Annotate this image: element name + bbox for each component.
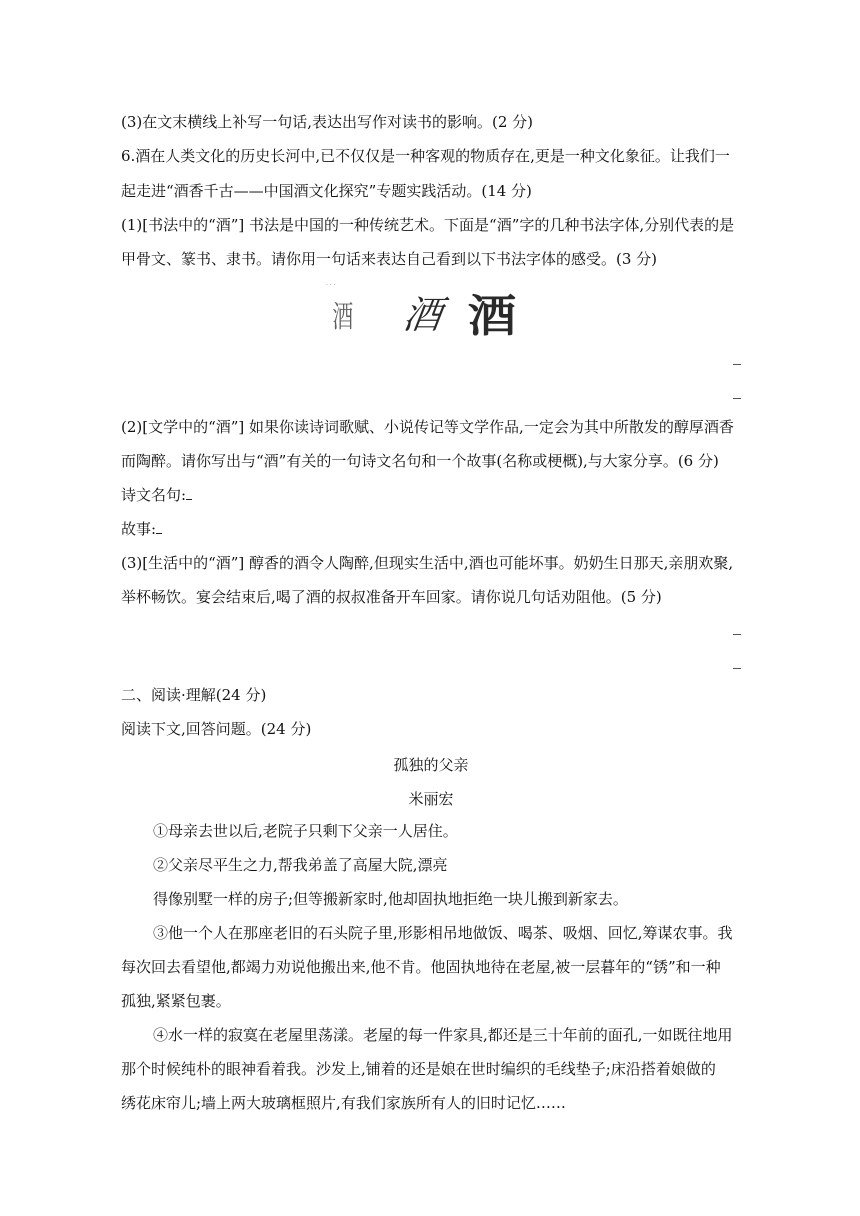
q6-part3-line2: 举杯畅饮。宴会结束后,喝了酒的叔叔准备开车回家。请你说几句话劝阻他。(5 分) — [121, 588, 662, 606]
answer-line-3 — [733, 634, 741, 635]
q6-part2-line1: (2)[文学中的“酒”] 如果你读诗词歌赋、小说传记等文学作品,一定会为其中所散发的醇厚酒香 — [121, 418, 734, 436]
article-title: 孤独的父亲 — [393, 756, 469, 774]
paragraph-4-line1: ④水一样的寂寞在老屋里荡漾。老屋的每一件家具,都还是三十年前的面孔,一如既往地用 — [153, 1026, 733, 1044]
q5-item3: (3)在文末横线上补写一句话,表达出写作对读书的影响。(2 分) — [121, 113, 534, 131]
verse-answer-row — [121, 484, 741, 506]
story-label: 故事: — [121, 520, 157, 538]
q6-intro-line1: 6.酒在人类文化的历史长河中,已不仅仅是一种客观的物质存在,更是一种文化象征。让我们一 — [121, 147, 730, 165]
q6-intro-line2: 起走进“酒香千古——中国酒文化探究”专题实践活动。(14 分) — [121, 182, 532, 200]
answer-line-2 — [733, 398, 741, 399]
paragraph-2-line1: ②父亲尽平生之力,帮我弟盖了高屋大院,漂亮 — [153, 856, 448, 874]
section2-heading: 二、阅读·理解(24 分) — [121, 686, 267, 704]
answer-line-1 — [733, 364, 741, 365]
paragraph-2-line2: 得像别墅一样的房子;但等搬新家时,他却固执地拒绝一块儿搬到新家去。 — [153, 890, 628, 908]
paragraph-4-line2: 那个时候纯朴的眼神看着我。沙发上,铺着的还是娘在世时编织的毛线垫子;床沿搭着娘做的 — [121, 1060, 716, 1078]
q6-part1-line1: (1)[书法中的“酒”] 书法是中国的一种传统艺术。下面是“酒”字的几种书法字体,分别代表的是 — [121, 216, 735, 234]
q6-part3-line1: (3)[生活中的“酒”] 醇香的酒令人陶醉,但现实生活中,酒也可能坏事。奶奶生日那天,亲朋欢聚, — [121, 554, 734, 572]
story-answer-row — [121, 518, 741, 540]
paragraph-3-line2: 每次回去看望他,都竭力劝说他搬出来,他不肯。他固执地待在老屋,被一层暮年的“锈”和一种 — [121, 958, 721, 976]
article-author: 米丽宏 — [408, 790, 454, 808]
paragraph-4-line3: 绣花床帘儿;墙上两大玻璃框照片,有我们家族所有人的旧时记忆…… — [121, 1094, 566, 1112]
decorative-dots: · · · — [326, 282, 336, 289]
paragraph-3-line1: ③他一个人在那座老旧的石头院子里,形影相吊地做饭、喝茶、吸烟、回忆,筹谋农事。我 — [153, 924, 733, 942]
answer-line-4 — [733, 668, 741, 669]
verse-answer-blank[interactable] — [186, 487, 192, 500]
q6-part2-line2: 而陶醉。请你写出与“酒”有关的一句诗文名句和一个故事(名称或梗概),与大家分享。(6 分) — [121, 452, 719, 470]
section2-instruction: 阅读下文,回答问题。(24 分) — [121, 720, 312, 738]
seal-script-glyph: 酒 — [400, 293, 445, 337]
story-answer-blank[interactable] — [156, 521, 162, 534]
verse-label: 诗文名句: — [121, 486, 187, 504]
paragraph-1: ①母亲去世以后,老院子只剩下父亲一人居住。 — [153, 822, 458, 840]
q6-part1-line2: 甲骨文、篆书、隶书。请你用一句话来表达自己看到以下书法字体的感受。(3 分) — [121, 250, 658, 268]
paragraph-3-line3: 孤独,紧紧包裹。 — [121, 992, 231, 1010]
clerical-script-glyph: 酒 — [467, 291, 517, 342]
oracle-bone-script-glyph: 酒 — [332, 300, 352, 335]
calligraphy-images — [322, 278, 532, 342]
